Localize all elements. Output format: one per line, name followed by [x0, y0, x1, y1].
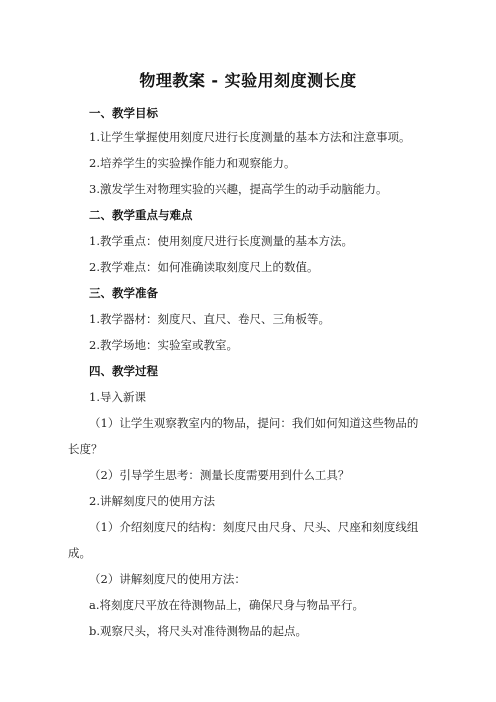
process-line-5: 2.讲解刻度尺的使用方法 [89, 494, 215, 508]
objective-line-3: 3.激发学生对物理实验的兴趣，提高学生的动手动脑能力。 [89, 182, 388, 196]
objective-line-1: 1.让学生掌握使用刻度尺进行长度测量的基本方法和注意事项。 [89, 130, 411, 144]
key-point-line-2: 2.教学难点：如何准确读取刻度尺上的数值。 [89, 260, 319, 274]
section-heading-objectives: 一、教学目标 [89, 106, 158, 120]
process-line-2: （1）让学生观察教室内的物品，提问：我们如何知道这些物品的 [89, 416, 419, 430]
preparation-line-1: 1.教学器材：刻度尺、直尺、卷尺、三角板等。 [89, 312, 330, 326]
process-line-10: b.观察尺头，将尺头对准待测物品的起点。 [89, 624, 308, 638]
process-line-8: （2）讲解刻度尺的使用方法： [89, 572, 246, 586]
process-line-4: （2）引导学生思考：测量长度需要用到什么工具？ [89, 468, 350, 482]
section-heading-preparation: 三、教学准备 [89, 286, 158, 300]
process-line-1: 1.导入新课 [89, 390, 146, 404]
process-line-9: a.将刻度尺平放在待测物品上，确保尺身与物品平行。 [89, 598, 365, 612]
objective-line-2: 2.培养学生的实验操作能力和观察能力。 [89, 156, 296, 170]
process-line-3: 长度？ [68, 442, 103, 456]
process-line-6: （1）介绍刻度尺的结构：刻度尺由尺身、尺头、尺座和刻度线组 [89, 520, 419, 534]
document-title: 物理教案 - 实验用刻度测长度 [139, 71, 357, 90]
section-heading-key-points: 二、教学重点与难点 [89, 208, 193, 222]
section-heading-process: 四、教学过程 [89, 364, 158, 378]
process-line-7: 成。 [68, 546, 91, 560]
key-point-line-1: 1.教学重点：使用刻度尺进行长度测量的基本方法。 [89, 234, 353, 248]
preparation-line-2: 2.教学场地：实验室或教室。 [89, 338, 238, 352]
